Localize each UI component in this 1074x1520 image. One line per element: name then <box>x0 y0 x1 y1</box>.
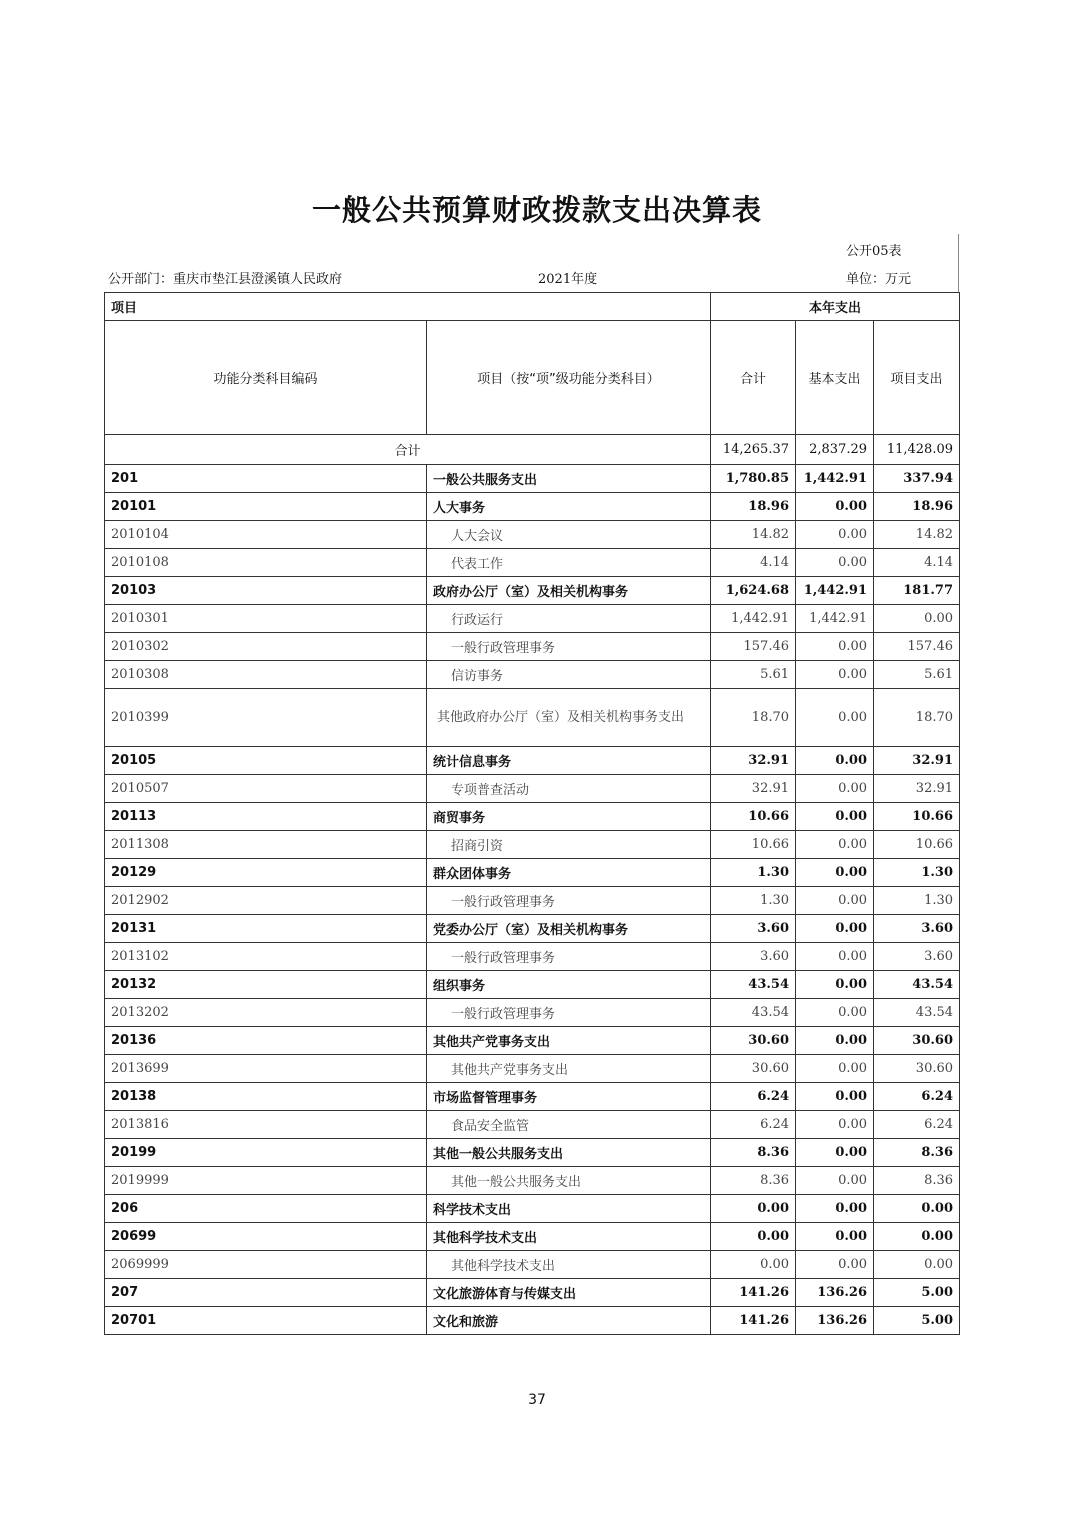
table-row <box>105 1111 960 1139</box>
header-row-1 <box>105 293 960 321</box>
table-row <box>105 803 960 831</box>
row-code: 20138 <box>105 1083 427 1111</box>
row-project: 18.70 <box>874 689 960 747</box>
header-name: 项目（按“项”级功能分类科目） <box>427 321 711 435</box>
row-total: 3.60 <box>711 915 796 943</box>
table-row <box>105 1139 960 1167</box>
row-name: 一般行政管理事务 <box>427 943 711 971</box>
row-code: 2013102 <box>105 943 427 971</box>
row-code: 2010399 <box>105 689 427 747</box>
row-basic: 136.26 <box>796 1307 874 1335</box>
table-row <box>105 633 960 661</box>
row-project: 1.30 <box>874 887 960 915</box>
row-project: 8.36 <box>874 1139 960 1167</box>
row-name: 其他科学技术支出 <box>427 1251 711 1279</box>
row-code: 20113 <box>105 803 427 831</box>
row-total: 43.54 <box>711 999 796 1027</box>
row-name: 行政运行 <box>427 605 711 633</box>
row-code: 20199 <box>105 1139 427 1167</box>
table-row <box>105 577 960 605</box>
row-name: 统计信息事务 <box>427 747 711 775</box>
table-row <box>105 1027 960 1055</box>
row-code: 2010104 <box>105 521 427 549</box>
row-total: 1,442.91 <box>711 605 796 633</box>
row-name: 科学技术支出 <box>427 1195 711 1223</box>
row-total: 10.66 <box>711 803 796 831</box>
row-total: 3.60 <box>711 943 796 971</box>
row-name: 商贸事务 <box>427 803 711 831</box>
table-row <box>105 1307 960 1335</box>
row-code: 20701 <box>105 1307 427 1335</box>
row-basic: 0.00 <box>796 689 874 747</box>
total-basic: 2,837.29 <box>796 435 874 465</box>
row-name: 食品安全监管 <box>427 1111 711 1139</box>
row-code: 2013816 <box>105 1111 427 1139</box>
total-row <box>105 435 960 465</box>
row-basic: 0.00 <box>796 1083 874 1111</box>
row-code: 2069999 <box>105 1251 427 1279</box>
table-row <box>105 549 960 577</box>
row-project: 157.46 <box>874 633 960 661</box>
row-basic: 1,442.91 <box>796 465 874 493</box>
row-basic: 0.00 <box>796 999 874 1027</box>
row-basic: 0.00 <box>796 803 874 831</box>
header-item: 项目 <box>105 293 711 321</box>
row-total: 4.14 <box>711 549 796 577</box>
row-total: 30.60 <box>711 1027 796 1055</box>
row-name: 人大会议 <box>427 521 711 549</box>
row-project: 0.00 <box>874 1251 960 1279</box>
row-project: 32.91 <box>874 747 960 775</box>
row-name: 组织事务 <box>427 971 711 999</box>
row-code: 2011308 <box>105 831 427 859</box>
row-project: 3.60 <box>874 915 960 943</box>
total-sum: 14,265.37 <box>711 435 796 465</box>
row-code: 20131 <box>105 915 427 943</box>
row-basic: 0.00 <box>796 915 874 943</box>
row-name: 其他共产党事务支出 <box>427 1055 711 1083</box>
table-row <box>105 1223 960 1251</box>
row-basic: 0.00 <box>796 943 874 971</box>
row-code: 20105 <box>105 747 427 775</box>
row-total: 141.26 <box>711 1307 796 1335</box>
table-row <box>105 775 960 803</box>
row-project: 0.00 <box>874 1223 960 1251</box>
table-row <box>105 915 960 943</box>
row-total: 8.36 <box>711 1139 796 1167</box>
row-name: 文化旅游体育与传媒支出 <box>427 1279 711 1307</box>
table-row <box>105 605 960 633</box>
row-project: 1.30 <box>874 859 960 887</box>
row-basic: 0.00 <box>796 661 874 689</box>
row-code: 2010302 <box>105 633 427 661</box>
row-total: 6.24 <box>711 1083 796 1111</box>
row-name: 其他一般公共服务支出 <box>427 1139 711 1167</box>
row-project: 18.96 <box>874 493 960 521</box>
row-basic: 0.00 <box>796 1223 874 1251</box>
row-basic: 0.00 <box>796 549 874 577</box>
row-basic: 0.00 <box>796 1111 874 1139</box>
table-row <box>105 971 960 999</box>
table-row <box>105 943 960 971</box>
header-project: 项目支出 <box>874 321 960 435</box>
row-name: 一般行政管理事务 <box>427 999 711 1027</box>
row-code: 2010301 <box>105 605 427 633</box>
table-row <box>105 887 960 915</box>
row-project: 6.24 <box>874 1083 960 1111</box>
row-basic: 136.26 <box>796 1279 874 1307</box>
table-row <box>105 1055 960 1083</box>
row-name: 其他科学技术支出 <box>427 1223 711 1251</box>
row-code: 207 <box>105 1279 427 1307</box>
row-basic: 0.00 <box>796 831 874 859</box>
row-total: 0.00 <box>711 1195 796 1223</box>
row-name: 代表工作 <box>427 549 711 577</box>
row-total: 141.26 <box>711 1279 796 1307</box>
header-code: 功能分类科目编码 <box>105 321 427 435</box>
row-code: 20129 <box>105 859 427 887</box>
table-number: 公开05表 <box>846 244 902 259</box>
row-basic: 0.00 <box>796 1055 874 1083</box>
table-row <box>105 1167 960 1195</box>
row-code: 206 <box>105 1195 427 1223</box>
row-code: 20136 <box>105 1027 427 1055</box>
row-code: 20101 <box>105 493 427 521</box>
row-total: 8.36 <box>711 1167 796 1195</box>
row-code: 2013202 <box>105 999 427 1027</box>
row-project: 4.14 <box>874 549 960 577</box>
row-name: 其他共产党事务支出 <box>427 1027 711 1055</box>
row-total: 6.24 <box>711 1111 796 1139</box>
row-name: 党委办公厅（室）及相关机构事务 <box>427 915 711 943</box>
row-name: 政府办公厅（室）及相关机构事务 <box>427 577 711 605</box>
row-name: 其他政府办公厅（室）及相关机构事务支出 <box>427 689 711 747</box>
header-row-2 <box>105 321 960 435</box>
row-total: 5.61 <box>711 661 796 689</box>
row-project: 43.54 <box>874 971 960 999</box>
table-row <box>105 1083 960 1111</box>
row-basic: 0.00 <box>796 775 874 803</box>
row-project: 30.60 <box>874 1055 960 1083</box>
row-code: 2010108 <box>105 549 427 577</box>
page-title: 一般公共预算财政拨款支出决算表 <box>311 193 762 227</box>
unit-label: 单位：万元 <box>846 272 912 287</box>
row-name: 人大事务 <box>427 493 711 521</box>
header-basic: 基本支出 <box>796 321 874 435</box>
row-name: 其他一般公共服务支出 <box>427 1167 711 1195</box>
row-basic: 0.00 <box>796 971 874 999</box>
row-project: 3.60 <box>874 943 960 971</box>
row-total: 18.96 <box>711 493 796 521</box>
row-project: 5.61 <box>874 661 960 689</box>
row-name: 群众团体事务 <box>427 859 711 887</box>
table-edge-line <box>958 234 959 292</box>
row-project: 30.60 <box>874 1027 960 1055</box>
table-row <box>105 1195 960 1223</box>
row-basic: 1,442.91 <box>796 577 874 605</box>
expenditure-table <box>104 292 960 1335</box>
table-row <box>105 661 960 689</box>
row-name: 一般行政管理事务 <box>427 633 711 661</box>
row-total: 1,624.68 <box>711 577 796 605</box>
row-total: 32.91 <box>711 775 796 803</box>
row-basic: 1,442.91 <box>796 605 874 633</box>
row-code: 2013699 <box>105 1055 427 1083</box>
row-basic: 0.00 <box>796 859 874 887</box>
row-name: 招商引资 <box>427 831 711 859</box>
row-basic: 0.00 <box>796 1195 874 1223</box>
table-row <box>105 689 960 747</box>
row-project: 181.77 <box>874 577 960 605</box>
row-basic: 0.00 <box>796 521 874 549</box>
row-project: 32.91 <box>874 775 960 803</box>
row-total: 1,780.85 <box>711 465 796 493</box>
row-basic: 0.00 <box>796 1139 874 1167</box>
row-total: 43.54 <box>711 971 796 999</box>
row-code: 20132 <box>105 971 427 999</box>
row-total: 157.46 <box>711 633 796 661</box>
row-project: 0.00 <box>874 1195 960 1223</box>
row-total: 0.00 <box>711 1251 796 1279</box>
row-total: 18.70 <box>711 689 796 747</box>
table-row <box>105 859 960 887</box>
row-project: 10.66 <box>874 831 960 859</box>
row-project: 337.94 <box>874 465 960 493</box>
header-current-year: 本年支出 <box>711 293 960 321</box>
row-name: 一般公共服务支出 <box>427 465 711 493</box>
row-code: 20699 <box>105 1223 427 1251</box>
row-code: 2012902 <box>105 887 427 915</box>
page-number: 37 <box>528 1392 546 1408</box>
header-total: 合计 <box>711 321 796 435</box>
row-total: 10.66 <box>711 831 796 859</box>
table-row <box>105 521 960 549</box>
row-basic: 0.00 <box>796 493 874 521</box>
row-code: 2010507 <box>105 775 427 803</box>
row-total: 14.82 <box>711 521 796 549</box>
row-total: 0.00 <box>711 1223 796 1251</box>
row-project: 8.36 <box>874 1167 960 1195</box>
table-row <box>105 493 960 521</box>
row-basic: 0.00 <box>796 1027 874 1055</box>
total-project: 11,428.09 <box>874 435 960 465</box>
row-basic: 0.00 <box>796 633 874 661</box>
row-name: 专项普查活动 <box>427 775 711 803</box>
row-total: 1.30 <box>711 859 796 887</box>
table-row <box>105 831 960 859</box>
row-name: 信访事务 <box>427 661 711 689</box>
row-total: 30.60 <box>711 1055 796 1083</box>
row-total: 1.30 <box>711 887 796 915</box>
table-row <box>105 999 960 1027</box>
row-name: 文化和旅游 <box>427 1307 711 1335</box>
row-basic: 0.00 <box>796 1167 874 1195</box>
row-project: 5.00 <box>874 1307 960 1335</box>
row-code: 20103 <box>105 577 427 605</box>
row-basic: 0.00 <box>796 887 874 915</box>
row-code: 2019999 <box>105 1167 427 1195</box>
table-row <box>105 1251 960 1279</box>
row-project: 0.00 <box>874 605 960 633</box>
table-row <box>105 1279 960 1307</box>
table-row <box>105 465 960 493</box>
row-project: 6.24 <box>874 1111 960 1139</box>
row-project: 10.66 <box>874 803 960 831</box>
row-basic: 0.00 <box>796 747 874 775</box>
department-label: 公开部门：重庆市垫江县澄溪镇人民政府 <box>108 272 343 287</box>
row-code: 201 <box>105 465 427 493</box>
year-label: 2021年度 <box>538 272 598 287</box>
row-code: 2010308 <box>105 661 427 689</box>
row-name: 市场监督管理事务 <box>427 1083 711 1111</box>
total-label: 合计 <box>105 435 711 465</box>
row-project: 5.00 <box>874 1279 960 1307</box>
row-project: 43.54 <box>874 999 960 1027</box>
row-basic: 0.00 <box>796 1251 874 1279</box>
table-row <box>105 747 960 775</box>
row-total: 32.91 <box>711 747 796 775</box>
row-name: 一般行政管理事务 <box>427 887 711 915</box>
row-project: 14.82 <box>874 521 960 549</box>
